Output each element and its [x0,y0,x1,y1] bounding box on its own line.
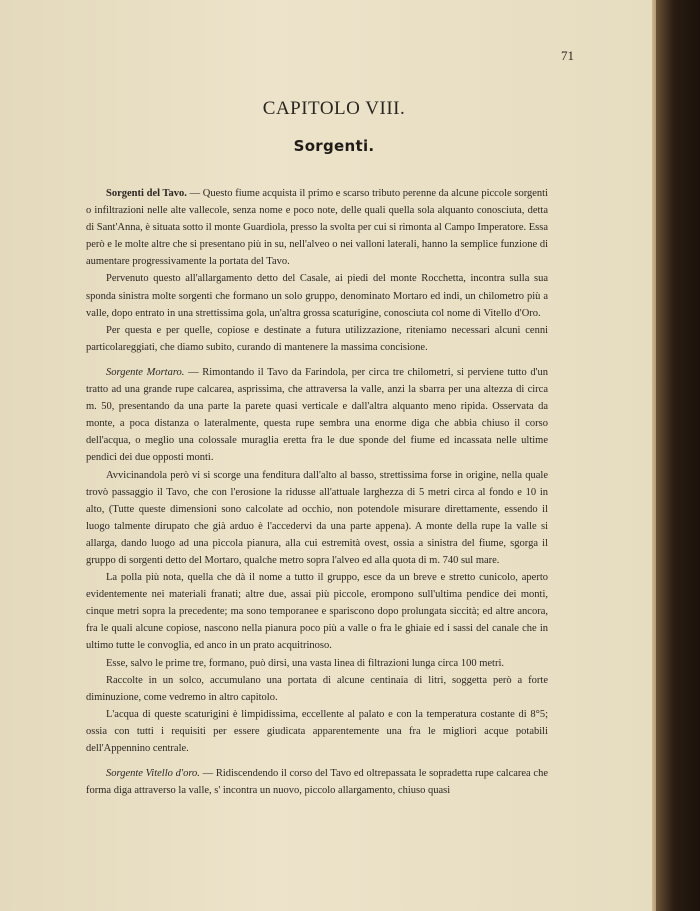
paragraph [86,655,548,672]
paragraph-text: La polla più nota, quella che dà il nome a tutto il gruppo, esce da un breve e stretto cunicolo, aperto evidentemente nei materiali franati; altre due, assai più piccole, erompono sull'ultima pendice dei monti, cinque metri sopra la precedente; ma sono temporanee e spariscono dopo prolungata siccità; ed altre ancora, fra le quali alcune copiose, nascono nella pianura poco più a valle o fra le ghiaie ed i sassi del canale che in ultimo tutte le convoglia, ed anco in un prato acquitrinoso. [86,572,548,652]
paragraph [86,364,548,467]
paragraph-heading: Sorgente Vitello d'oro. [106,768,200,780]
paragraph-text: — Questo fiume acquista il primo e scarso tributo perenne da alcune piccole sorgenti o infiltrazioni nelle alte vallecole, senza nome e poco note, delle quali quella sola alquanto conosciuta, detta di Sant'Anna, è situata sotto il monte Guardiola, presso la svolta per cui si rimonta al Campo Imperatore. Essa però e le molte altre che si presentano più in su, nell'alveo o nei valloni laterali, hanno la semplice funzione di aumentare progressivamente la portata del Tavo. [86,188,548,268]
paragraph [86,322,548,356]
paragraph-text: Esse, salvo le prime tre, formano, può dirsi, una vasta linea di filtrazioni lunga circa 100 metri. [106,657,505,669]
body-text [86,185,548,799]
chapter-title: CAPITOLO VIII. [262,98,406,119]
paragraph-text: Raccolte in un solco, accumulano una portata di alcune centinaia di litri, soggetta però a forte diminuzione, come vedremo in altro capitolo. [86,674,548,703]
paragraph [86,467,548,570]
paragraph [86,270,548,321]
paragraph [86,765,548,799]
paragraph-text: Per questa e per quelle, copiose e destinate a futura utilizzazione, riteniamo necessari alcuni cenni particolareggiati, che diamo subito, curando di mantenere la massima concisione. [86,324,548,353]
paragraph-heading: Sorgenti del Tavo. [106,188,187,199]
paragraph [86,706,548,757]
paragraph-heading: Sorgente Mortaro. [106,366,185,378]
paragraph [86,569,548,654]
paragraph [86,185,548,270]
paragraph [86,672,548,706]
paragraph-text: L'acqua di queste scaturigini è limpidissima, eccellente al palato e con la temperatura costante di 8°5; ossia con tutti i requisiti per essere giudicata apparentemente una fra le migliori acque potabili dell'Appennino centrale. [86,708,548,754]
section-title: Sorgenti. [293,137,375,155]
paragraph-text: Pervenuto questo all'allargamento detto del Casale, ai piedi del monte Rocchetta, incontra sulla sua sponda sinistra molte sorgenti che formano un solo gruppo, denominato Mortaro ed indi, un chilometro più a valle, dopo entrato in una strettissima gola, un'altra grossa scaturigine, conosciuta col nome di Vitello d'Oro. [86,273,548,319]
paragraph-text: — Ridiscendendo il corso del Tavo ed oltrepassata le sopradetta rupe calcarea che forma diga attraverso la valle, s' incontra un nuovo, piccolo allargamento, chiuso quasi [86,768,549,797]
paragraph-text: — Rimontando il Tavo da Farindola, per circa tre chilometri, si perviene tutto d'un tratto ad una grande rupe calcarea, asprissima, che attraversa la valle, anzi la sbarra per una altezza di circa m. 50, presentando da una parte la parete quasi verticale e dall'altra alquanto meno ripida. Osservata da monte, a poca distanza o lateralmente, questa rupe sembra una enorme diga che abbia chiuso il corso dell'acqua, o meglio una colossale muraglia eretta fra le due sponde del fiume ed incassata nelle ultime pendici dei due opposti monti. [86,366,548,464]
page-number: 71 [561,48,574,63]
paragraph-text: Avvicinandola però vi si scorge una fenditura dall'alto al basso, strettissima forse in origine, nella quale trovò passaggio il Tavo, che con l'erosione la ridusse all'attuale larghezza di 5 metri circa al fondo e 10 in alto, (Tutte queste dimensioni sono calcolate ad occhio, non potendole misurare direttamente, essendo il luogo talmente dirupato che già arduo è l'accedervi da una parte appena). A monte della rupe la valle si allarga, dando luogo ad una piccola pianura, alla cui estremità ovest, ossia a sinistra del fiume, sgorga il gruppo di sorgenti detto del Mortaro, qualche metro sopra l'alveo ed alla quota di m. 740 sul mare. [86,469,548,566]
